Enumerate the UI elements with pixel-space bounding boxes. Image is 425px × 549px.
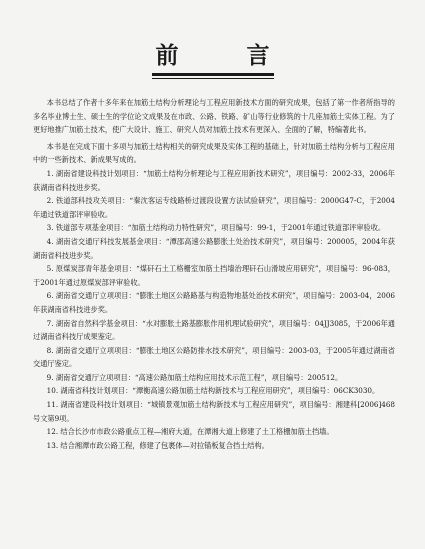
project-item-2: 2. 铁道部科技攻关项目：“秦沈客运专线路桥过渡段设置方法试验研究”，项目编号：2000G47-C，于2004年通过铁道部评审验收。: [33, 196, 395, 219]
project-item-12: 12. 结合长沙市市政公路重点工程—湘府大道，在潭湘大道上修建了土工格栅加筋土挡墙。: [46, 427, 334, 437]
project-item-11: 11. 湖南省建设科技计划项目：“城镇景观加筋土结构新技术与工程应用研究”，项目编号：湘建科[2006]468号文第9项。: [33, 400, 395, 423]
basis-paragraph: 本书是在完成下面十多项与加筋土结构相关的研究成果及实体工程的基础上，针对加筋土结构分析与工程应用中的一些新技术、新成果写成的。: [33, 141, 395, 165]
project-item-9: 9. 湖南省交通厅立项项目：“高速公路加筋土结构应用技术示范工程”，项目编号：200512。: [46, 372, 343, 382]
project-item-5: 5. 原煤炭部青年基金项目：“煤矸石土工格栅室加筋土挡墙治理矸石山滑坡应用研究”，项目编号：96-083，于2001年通过原煤炭部评审验收。: [33, 264, 395, 287]
project-item-10: 10. 湖南省科技计划项目：“潭衡高速公路加筋土结构新技术与工程应用研究”，项目编号：06CK3030。: [46, 386, 380, 396]
title-rule-thick: [152, 73, 274, 76]
project-item-4: 4. 湖南省交通厅科技发展基金项目：“潭邵高速公路膨胀土处治技术研究”，项目编号：200005，2004年获湖南省科技进步奖。: [33, 236, 395, 260]
title-rule-thin: [152, 78, 274, 79]
project-item-3: 3. 铁道部专项基金项目：“加筋土结构动力特性研究”，项目编号：99-1，于2001年通过铁道部评审验收。: [46, 223, 386, 233]
preface-heading-wrap: [0, 42, 425, 70]
intro-paragraph: 本书总结了作者十多年来在加筋土结构分析理论与工程应用新技术方面的研究成果，包括了第一作者所指导的多名毕业博士生、硕士生的学位论文成果及在市政、公路、铁路、矿山等行业修筑的十几座加筋土实体工程。为了更好地推广加筋土技术，使广大设计、施工、研究人员对加筋土技术有更深入、全面的了解，特编著此书。: [33, 98, 395, 135]
preface-body: [33, 96, 395, 452]
project-item-1: 1. 湖南省建设科技计划项目：“加筋土结构分析理论与工程应用新技术研究”，项目编号：2002-33，2006年获湖南省科技进步奖。: [33, 168, 395, 192]
page-title: 前 言: [155, 43, 300, 69]
project-item-13: 13. 结合湘潭市政公路工程，修建了包裹体—对拉锚板复合挡土结构。: [46, 440, 269, 450]
project-item-8: 8. 湖南省交通厅立项项目：“膨胀土地区公路防排水技术研究”，项目编号：2003-03，于2005年通过湖南省交通厅鉴定。: [33, 345, 395, 369]
project-item-6: 6. 湖南省交通厅立项项目：“膨胀土地区公路路基与构造物地基处治技术研究”，项目编号：2003-04，2006年获湖南省科技进步奖。: [33, 291, 395, 314]
project-item-7: 7. 湖南省自然科学基金项目：“水对膨胀土路基膨胀作用机理试验研究”，项目编号：04JJ3085，于2006年通过湖南省科技厅成果鉴定。: [33, 318, 395, 342]
